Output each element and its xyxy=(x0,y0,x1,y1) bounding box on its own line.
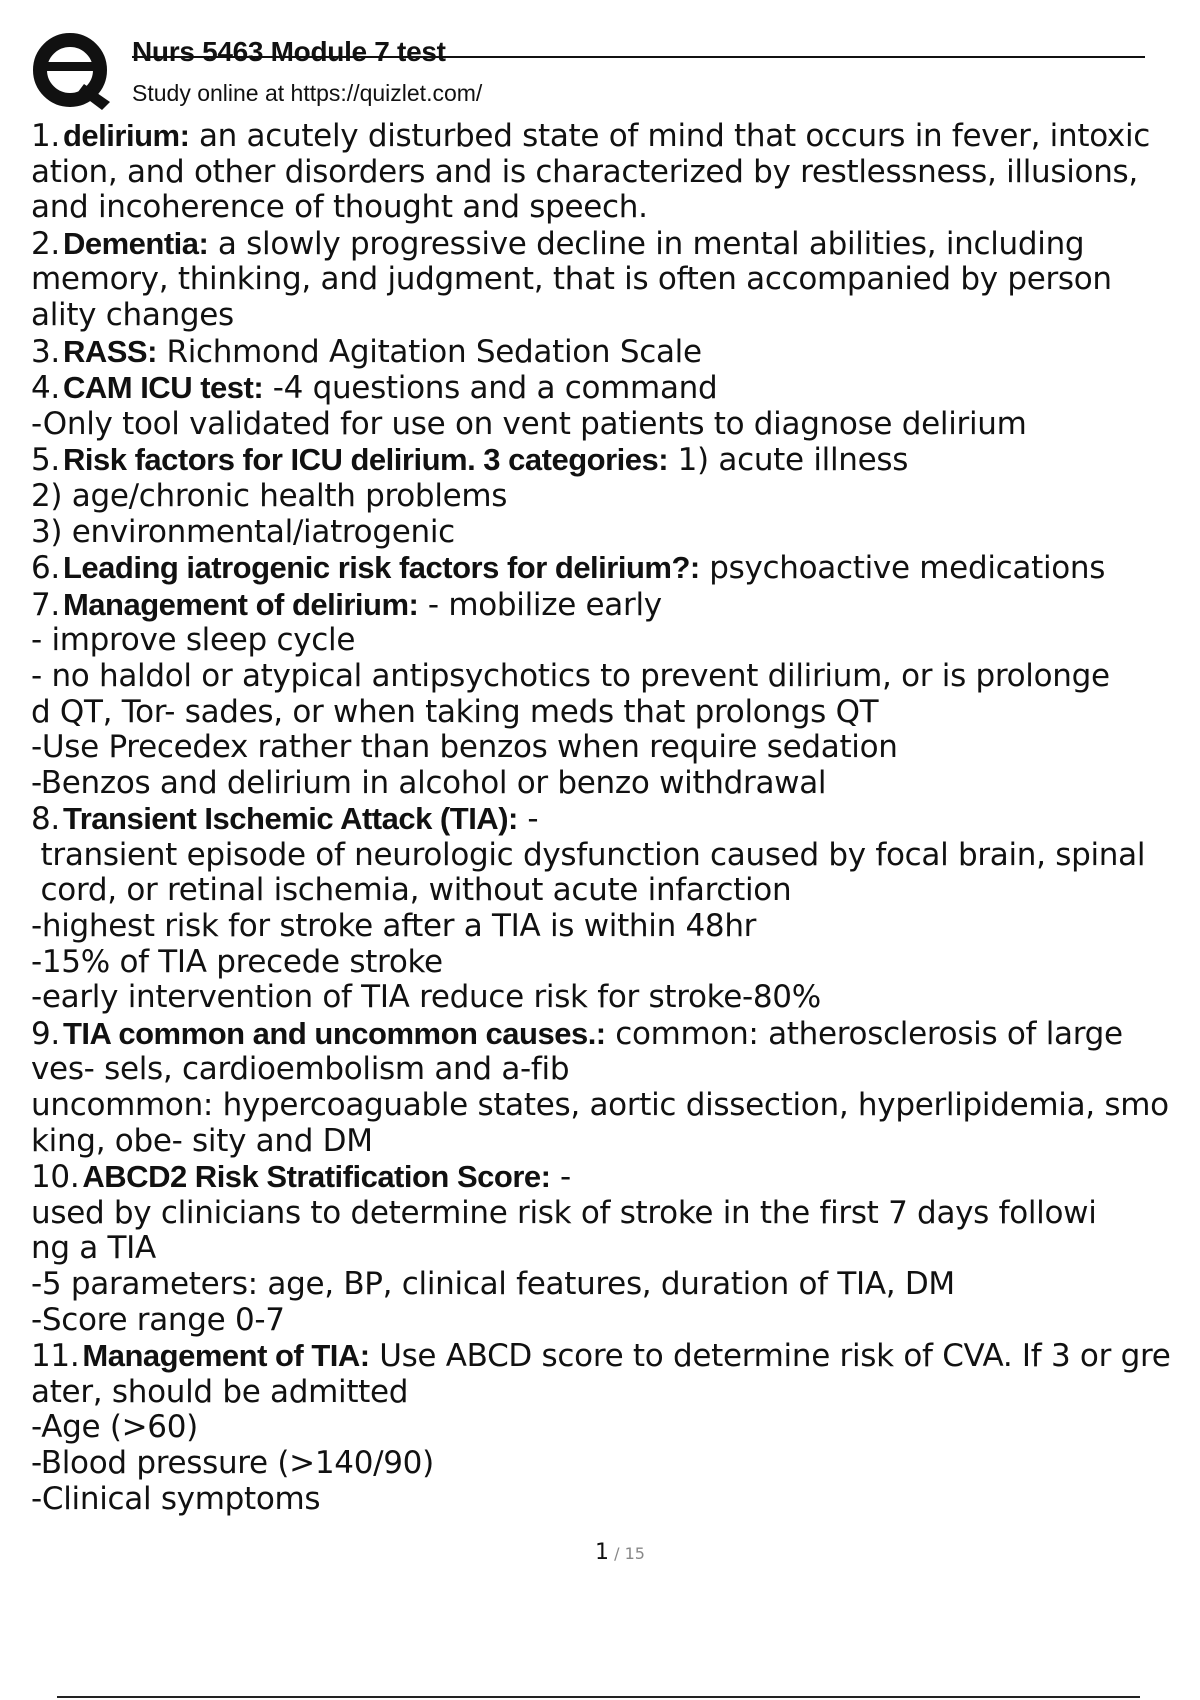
card-line xyxy=(31,155,1200,191)
card-text: ality changes xyxy=(31,296,234,333)
card-line-start xyxy=(31,801,1200,838)
card-line xyxy=(31,190,1200,226)
card-text: ation, and other disorders and is characterized by restlessness, illusions, xyxy=(31,153,1138,190)
card-text: cord, or retinal ischemia, without acute infarction xyxy=(31,872,792,909)
card-number: 5. xyxy=(31,442,60,479)
card-term: Management of delirium: xyxy=(62,586,419,622)
card-text: memory, thinking, and judgment, that is often accompanied by person xyxy=(31,261,1112,298)
card-term: Risk factors for ICU delirium. 3 categories: xyxy=(62,442,669,478)
card-line xyxy=(31,1303,1200,1339)
card-number: 2. xyxy=(31,225,60,262)
card-number: 9. xyxy=(31,1015,60,1052)
card-text: -Clinical symptoms xyxy=(31,1480,321,1517)
card-term: delirium: xyxy=(62,118,190,153)
card-text: -early intervention of TIA reduce risk for stroke-80% xyxy=(31,979,821,1016)
card-text: Richmond Agitation Sedation Scale xyxy=(156,333,702,370)
card-text: ater, should be admitted xyxy=(31,1373,409,1410)
card-line xyxy=(31,1231,1200,1267)
card-text: -Score range 0-7 xyxy=(31,1301,285,1338)
card-line xyxy=(31,838,1200,874)
card-line-start xyxy=(31,1338,1200,1375)
card-line xyxy=(31,407,1200,443)
card-line xyxy=(31,1196,1200,1232)
card-line-start xyxy=(31,587,1200,624)
card-line xyxy=(31,1052,1200,1088)
card-term: ABCD2 Risk Stratification Score: xyxy=(82,1159,551,1195)
card-line xyxy=(31,1410,1200,1446)
card-number: 3. xyxy=(31,333,60,370)
card-number: 4. xyxy=(31,370,60,407)
card-line xyxy=(31,1088,1200,1124)
card-text: -Benzos and delirium in alcohol or benzo withdrawal xyxy=(31,764,827,801)
card-text: ves- sels, cardioembolism and a-fib xyxy=(31,1051,570,1088)
card-text: - improve sleep cycle xyxy=(31,622,356,659)
card-line-start xyxy=(31,442,1200,479)
card-line-start xyxy=(31,1159,1200,1196)
card-text: - mobilize early xyxy=(418,586,662,623)
card-term: TIA common and uncommon causes.: xyxy=(62,1015,606,1051)
card-line xyxy=(31,873,1200,909)
footer-rule xyxy=(57,1696,1140,1698)
card-term: Leading iatrogenic risk factors for delirium?: xyxy=(62,550,700,586)
card-number: 1. xyxy=(31,118,60,154)
card-number: 6. xyxy=(31,550,60,587)
card-text: -Age (>60) xyxy=(31,1409,198,1446)
card-text: king, obe- sity and DM xyxy=(31,1122,373,1159)
card-line-start xyxy=(31,118,1200,155)
card-number: 11. xyxy=(31,1338,80,1375)
card-number: 8. xyxy=(31,801,60,838)
card-line xyxy=(31,1482,1200,1518)
document-subtitle: Study online at https://quizlet.com/ xyxy=(132,80,483,106)
card-text: -highest risk for stroke after a TIA is within 48hr xyxy=(31,908,757,945)
card-line-start xyxy=(31,1016,1200,1053)
card-term: RASS: xyxy=(62,333,157,369)
document-title: Nurs 5463 Module 7 test xyxy=(132,36,446,67)
card-text: common: atherosclerosis of large xyxy=(605,1015,1123,1052)
card-line xyxy=(31,1267,1200,1303)
card-line xyxy=(31,909,1200,945)
current-page: 1 xyxy=(595,1540,610,1565)
card-text: 2) age/chronic health problems xyxy=(31,477,508,514)
page-indicator xyxy=(0,1540,1200,1565)
card-text: 3) environmental/iatrogenic xyxy=(31,513,455,550)
card-line xyxy=(31,730,1200,766)
card-line-start xyxy=(31,370,1200,407)
card-text: and incoherence of thought and speech. xyxy=(31,189,648,226)
card-text: -4 questions and a command xyxy=(263,370,718,407)
card-line xyxy=(31,945,1200,981)
card-text: -5 parameters: age, BP, clinical features, duration of TIA, DM xyxy=(31,1266,955,1302)
card-text: an acutely disturbed state of mind that occurs in fever, intoxic xyxy=(189,118,1151,154)
flashcard-list xyxy=(31,118,1200,1517)
card-text: transient episode of neurologic dysfunction caused by focal brain, spinal xyxy=(31,836,1146,873)
card-line xyxy=(31,623,1200,659)
card-text: - no haldol or atypical antipsychotics to prevent dilirium, or is prolonge xyxy=(31,657,1110,694)
card-text: 1) acute illness xyxy=(668,442,909,479)
card-line xyxy=(31,515,1200,551)
card-text: -Only tool validated for use on vent patients to diagnose delirium xyxy=(31,405,1027,442)
card-term: Transient Ischemic Attack (TIA): xyxy=(62,801,518,837)
card-text: Use ABCD score to determine risk of CVA. If 3 or gre xyxy=(369,1338,1171,1375)
card-line xyxy=(31,766,1200,802)
card-term: CAM ICU test: xyxy=(62,370,264,406)
card-line xyxy=(31,1446,1200,1482)
card-line xyxy=(31,980,1200,1016)
card-text: a slowly progressive decline in mental abilities, including xyxy=(208,225,1085,262)
card-line xyxy=(31,1375,1200,1411)
card-line-start xyxy=(31,334,1200,371)
card-line xyxy=(31,479,1200,515)
card-line xyxy=(31,1124,1200,1160)
card-text: ng a TIA xyxy=(31,1230,156,1267)
document-header xyxy=(30,30,1145,110)
card-line-start xyxy=(31,226,1200,263)
card-text: -15% of TIA precede stroke xyxy=(31,943,443,980)
card-term: Dementia: xyxy=(62,225,209,261)
card-text: -Use Precedex rather than benzos when require sedation xyxy=(31,729,898,766)
card-number: 7. xyxy=(31,586,60,623)
card-line-start xyxy=(31,550,1200,587)
card-text: psychoactive medications xyxy=(699,550,1106,587)
card-line xyxy=(31,695,1200,731)
card-line xyxy=(31,659,1200,695)
page-separator: / xyxy=(614,1544,620,1563)
card-text: -Blood pressure (>140/90) xyxy=(31,1444,434,1481)
card-text: uncommon: hypercoaguable states, aortic dissection, hyperlipidemia, smo xyxy=(31,1087,1169,1124)
card-text: - xyxy=(517,801,539,838)
total-pages: 15 xyxy=(624,1544,645,1563)
card-text: - xyxy=(550,1159,571,1196)
card-text: used by clinicians to determine risk of stroke in the first 7 days followi xyxy=(31,1194,1097,1231)
card-text: d QT, Tor- sades, or when taking meds that prolongs QT xyxy=(31,693,879,730)
card-line xyxy=(31,262,1200,298)
card-number: 10. xyxy=(31,1159,80,1196)
card-line xyxy=(31,298,1200,334)
quizlet-logo-icon xyxy=(32,32,112,112)
card-term: Management of TIA: xyxy=(82,1338,370,1374)
